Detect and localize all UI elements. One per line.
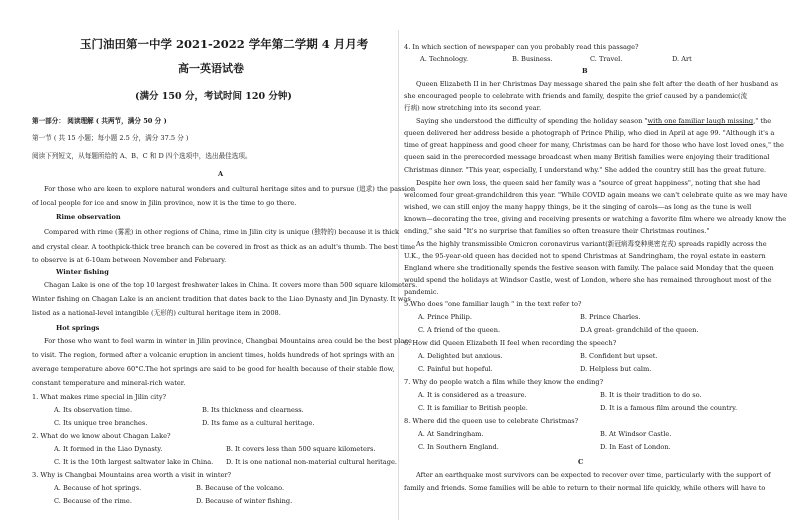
passage-a-letter: A [218,170,224,178]
text-line: Queen Elizabeth II in her Christmas Day message shared the pain she felt after the death of her husband as [416,80,779,88]
score-time: (满分 150 分，考试时间 120 分钟) [135,91,292,102]
text-line: queen said in the prerecorded message broadcast when many British families were enjoying their traditional [404,153,770,161]
text-line: Saying she understood the difficulty of spending the holiday season "with one familiar laugh missing," the [416,117,772,125]
option-4c: C. Travel. [590,55,623,63]
text-line: Christmas dinner. "This year, especially, I understand why." She added the country still has the great future. [404,166,767,174]
option-6d: D. Helpless but calm. [580,365,652,373]
option-3a: A. Because of hot springs. [54,484,142,492]
text-line: ending," she said "It's no surprise that families so often treasure their Christmas routines." [404,227,710,235]
option-7c: C. It is familiar to British people. [418,404,528,412]
option-2c: C. It is the 10th largest saltwater lake in China. [54,458,214,466]
heading-rime: Rime observation [56,213,121,221]
option-1b: B. Its thickness and clearness. [202,406,304,414]
option-1a: A. Its observation time. [54,406,133,414]
option-5d: D.A great- grandchild of the queen. [580,326,699,334]
exam-subtitle: 高一英语试卷 [178,62,244,75]
part1-heading: 第一部分： 阅读理解 ( 共两节，满分 50 分 ) [32,117,167,125]
text-line: For those who want to feel warm in winter in Jilin province, Changbai Mountains area could be the best place [44,337,412,345]
question-7: 7. Why do people watch a film while they know the ending? [404,378,604,386]
text-line: pandemic. [404,288,439,296]
exam-title: 玉门油田第一中学 2021-2022 学年第二学期 4 月月考 [80,37,369,51]
text-line: constant temperature and mineral-rich water. [32,379,186,387]
instruction: 阅读下列短文，从每题所给的 A、B、C 和 D 四个选项中，选出最佳选项。 [32,152,252,160]
option-8d: D. In East of London. [600,443,671,451]
question-3: 3. Why is Changbai Mountains area worth a visit in winter? [32,471,232,479]
text-line: After an earthquake most survivors can be expected to recover over time, particularly with the support of [416,471,771,479]
option-1d: D. Its fame as a cultural heritage. [202,419,315,427]
text-line: known—decorating the tree, giving and receiving presents or watching a favorite film where we already know the [404,215,787,223]
option-8a: A. At Sandringham. [418,430,484,438]
heading-hot-springs: Hot springs [56,324,100,332]
text-line: Despite her own loss, the queen said her family was a "source of great happiness", noting that she had [416,179,761,187]
question-8: 8. Where did the queen use to celebrate Christmas? [404,417,579,425]
option-3b: B. Because of the volcano. [196,484,285,492]
question-6: 6. How did Queen Elizabeth II feel when recording the speech? [404,339,617,347]
option-8b: B. At Windsor Castle. [600,430,672,438]
option-7b: B. It is their tradition to do so. [600,391,702,399]
text-line: of local people for ice and snow in Jilin province, now it is the time to go there. [32,199,297,207]
option-3d: D. Because of winter fishing. [196,497,293,505]
question-5: 5.Who does "one familiar laugh " in the text refer to? [404,300,582,308]
text-line: For those who are keen to explore natural wonders and cultural heritage sites and to pursue (追求) the passion [44,185,416,193]
option-4d: D. Art [672,55,692,63]
option-3c: C. Because of the rime. [54,497,132,505]
text-line: As the highly transmissible Omicron coronavirus variant(新冠病毒变种奥密克戎) spreads rapidly across the [416,240,767,248]
option-1c: C. Its unique tree branches. [54,419,148,427]
option-2a: A. It formed in the Liao Dynasty. [54,445,163,453]
text-line: would spend the holidays at Windsor Castle, west of London, where she has remained throughout most of the [404,276,772,284]
text-line: welcomed four great-grandchildren this year. "While COVID again means we can't celebrate quite as we may have [404,191,788,199]
text-line: England where she traditionally spends the festive season with family. The palace said Monday that the queen [404,264,774,272]
text-line: Compared with rime (雾凇) in other regions of China, rime in Jilin city is unique (独特的) because it is thick [44,228,400,236]
option-6c: C. Painful but hopeful. [418,365,493,373]
text-line: she encouraged people to celebrate with friends and family, despite the grief caused by a pandemic(流 [404,92,748,100]
text-line: Winter fishing on Chagan Lake is an ancient tradition that dates back to the Liao Dynasty and Jin Dynasty. It was [32,295,411,303]
passage-b-letter: B [582,67,588,75]
option-5c: C. A friend of the queen. [418,326,501,334]
text-line: and crystal clear. A toothpick-thick tree branch can be covered in frost as thick as an adult's thumb. The best time [32,243,415,251]
option-8c: C. In Southern England. [418,443,499,451]
option-6a: A. Delighted but anxious. [418,352,503,360]
text-line: family and friends. Some families will be able to return to their normal life quickly, while others will have to [404,484,766,492]
section1-heading: 第一节 ( 共 15 小题；每小题 2.5 分，满分 37.5 分 ) [32,134,189,142]
option-4a: A. Technology. [420,55,469,63]
option-5b: B. Prince Charles. [580,313,641,321]
question-1: 1. What makes rime special in Jilin city? [32,393,167,401]
option-2b: B. It covers less than 500 square kilometers. [226,445,376,453]
text-line: average temperature above 60°C.The hot springs are said to be good for health because of their stable flow, [32,365,395,373]
text-line: 行病) now stretching into its second year. [404,104,542,112]
option-4b: B. Business. [512,55,553,63]
text-line: U.K., the 95-year-old queen has decided not to spend Christmas at Sandringham, the royal estate in eastern [404,252,766,260]
heading-winter-fishing: Winter fishing [56,268,109,276]
option-7a: A. It is considered as a treasure. [418,391,527,399]
option-5a: A. Prince Philip. [418,313,472,321]
passage-c-letter: C [578,458,584,466]
text-line: to observe is at 6-10am between November and February. [32,256,227,264]
option-6b: B. Confident but upset. [580,352,658,360]
text-line: listed as a national-level intangible (无形的) cultural heritage item in 2008. [32,309,281,317]
underlined-phrase: with one familiar laugh missing [647,117,754,125]
option-7d: D. It is a famous film around the country. [600,404,738,412]
text-line: wished, we can still enjoy the many happy things, be it the singing of carols—as long as the tune is well [404,203,752,211]
question-4: 4. In which section of newspaper can you probably read this passage? [404,43,639,51]
text-line: time of great happiness and good cheer for many, Christmas can be hard for those who have lost loved ones," the [404,141,784,149]
text-line: Chagan Lake is one of the top 10 largest freshwater lakes in China. It covers more than 500 square kilometers. [44,281,418,289]
column-divider [398,30,399,520]
question-2: 2. What do we know about Chagan Lake? [32,432,171,440]
option-2d: D. It is one national non-material cultural heritage. [226,458,397,466]
text-line: queen delivered her address beside a photograph of Prince Philip, who died in April at age 99. "Although it's a [404,129,775,137]
text-line: to visit. The region, formed after a volcanic eruption in ancient times, holds hundreds of hot springs with an [32,351,395,359]
